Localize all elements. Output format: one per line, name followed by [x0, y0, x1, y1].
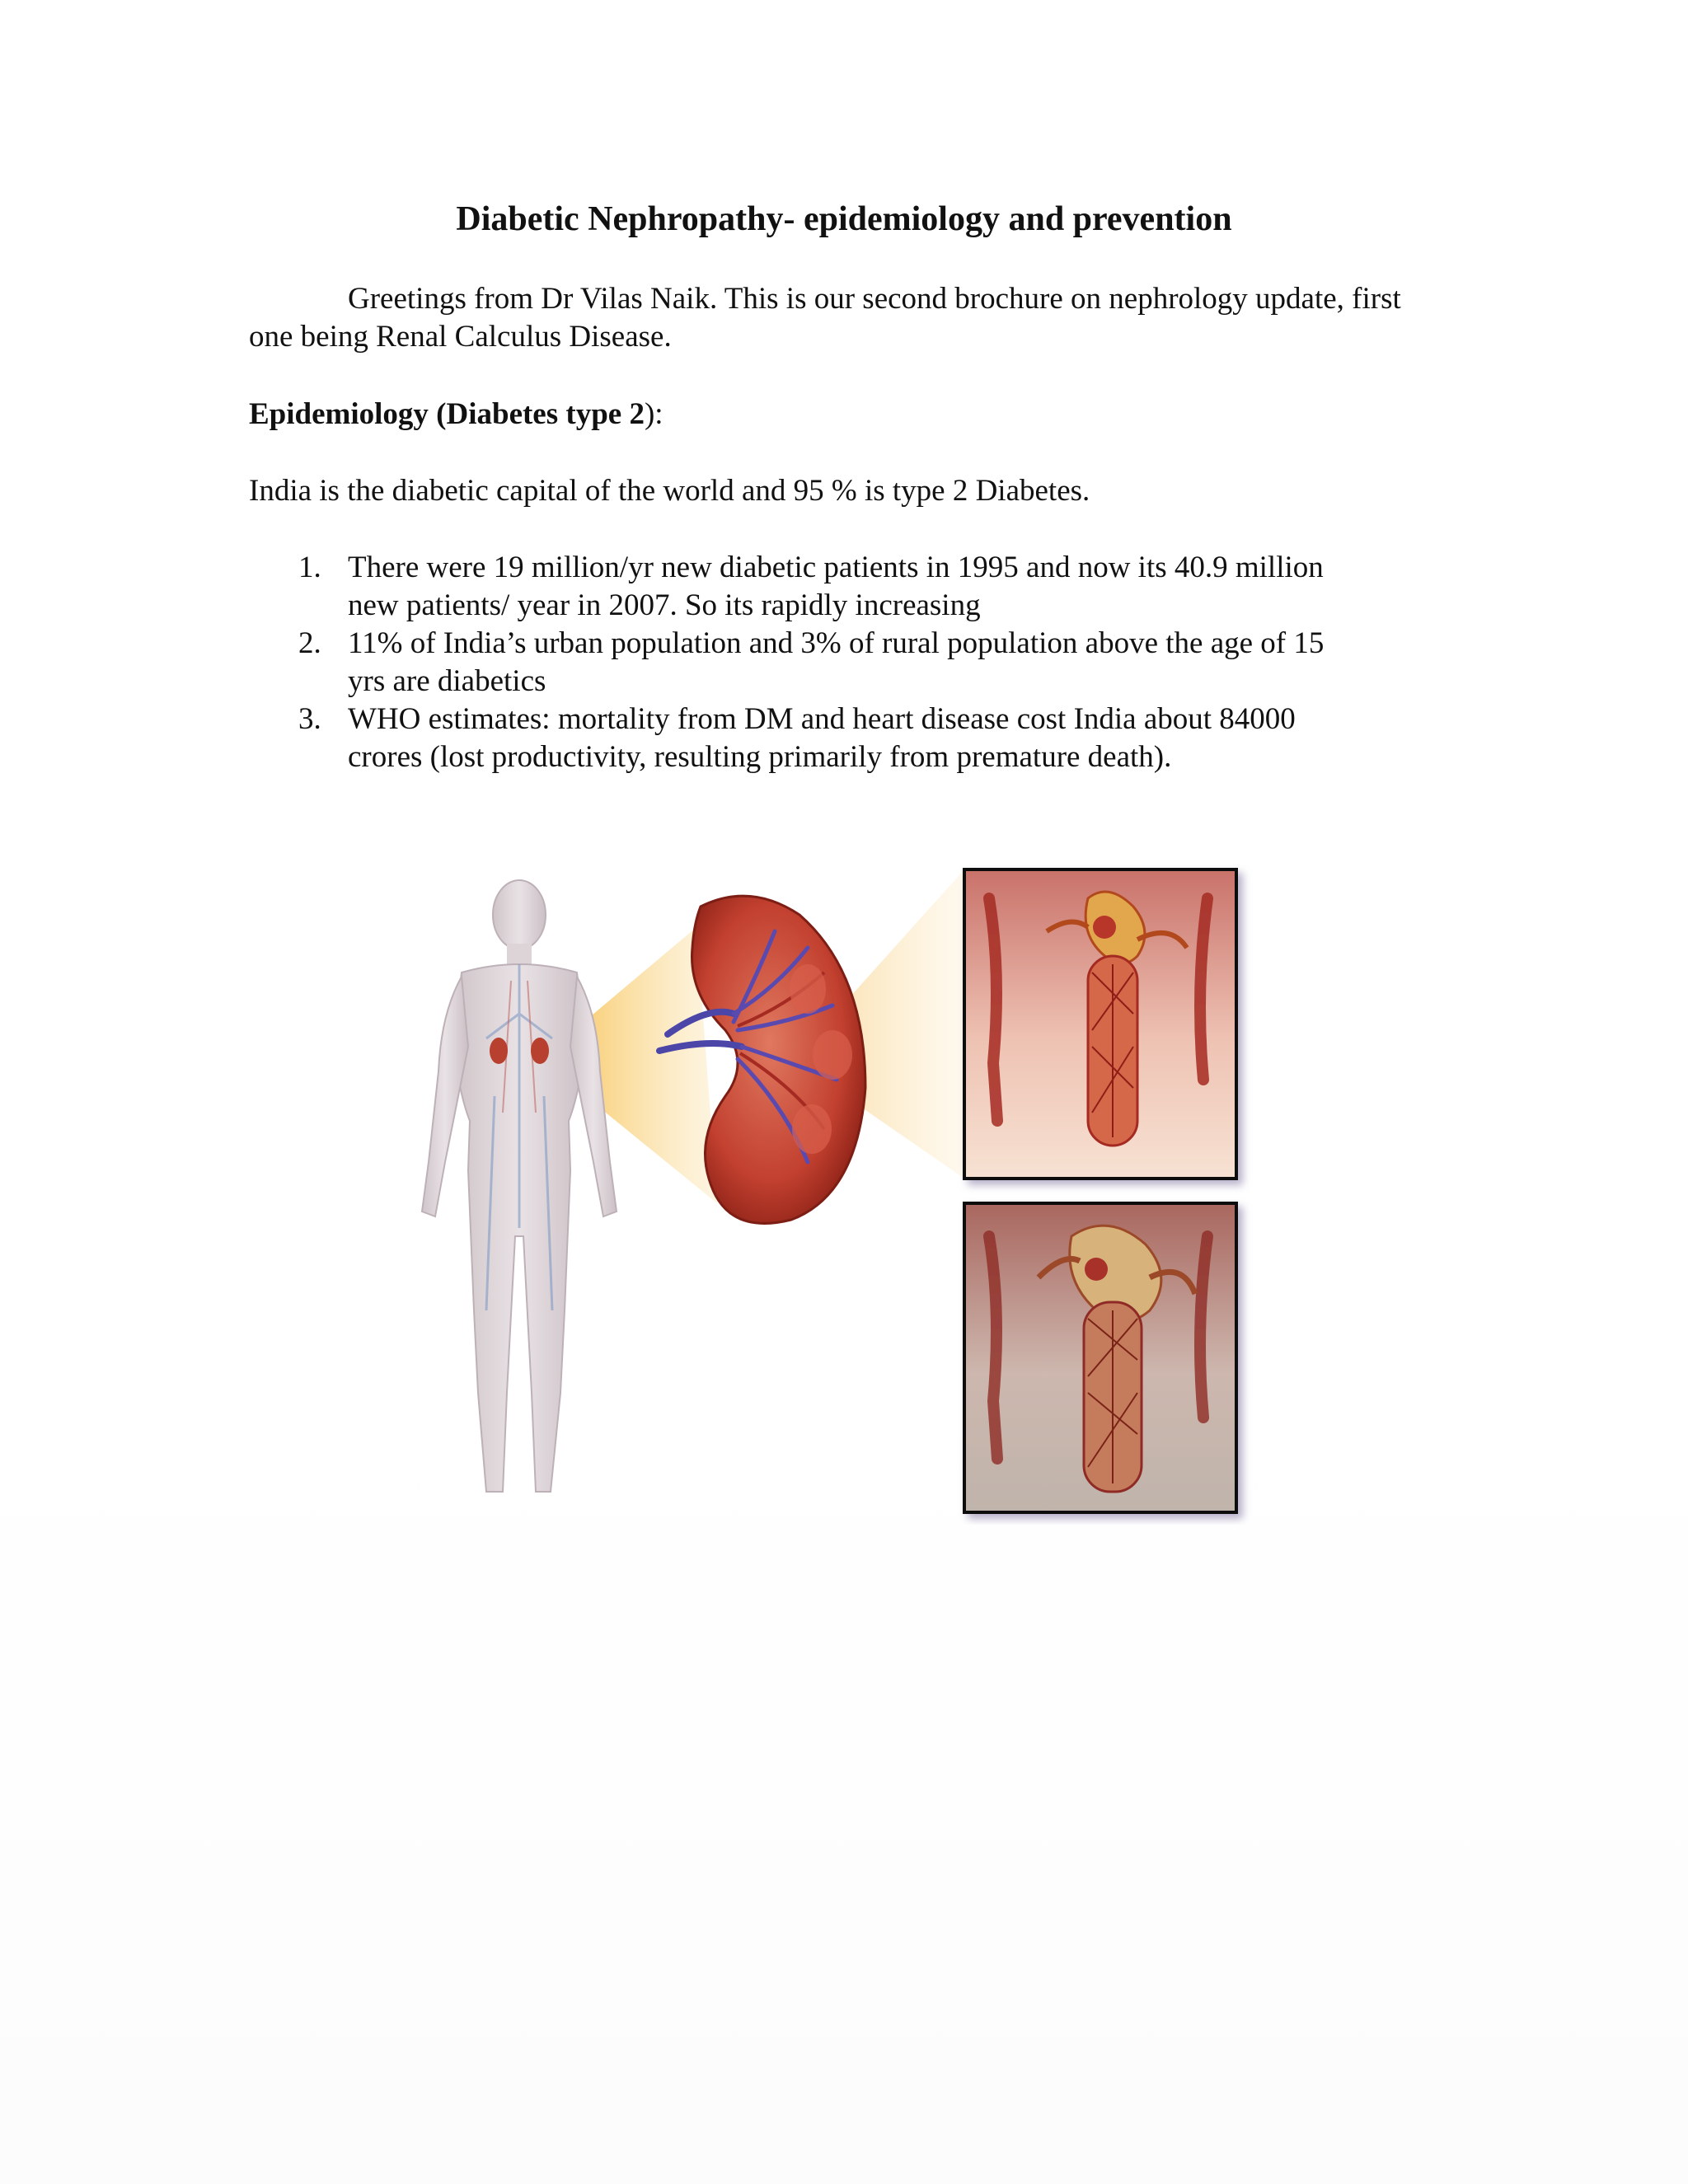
list-item — [249, 701, 1362, 776]
section-heading-bold: Epidemiology (Diabetes type 2 — [249, 397, 645, 431]
list-item-number: 1. — [298, 551, 321, 584]
intro-text: Greetings from Dr Vilas Naik. This is our second brochure on nephrology update, first one being Renal Calculus Disease. — [249, 282, 1401, 354]
list-item-text: There were 19 million/yr new diabetic patients in 1995 and now its 40.9 million new patients/ year in 2007. So its rapidly increasing — [348, 551, 1324, 622]
kidney-anatomy-illustration — [363, 849, 1253, 1525]
intro-paragraph — [249, 280, 1444, 356]
list-item — [249, 549, 1362, 625]
list-item-text: WHO estimates: mortality from DM and heart disease cost India about 84000 crores (lost productivity, resulting primarily from premature death). — [348, 702, 1296, 774]
epidemiology-facts-list — [249, 549, 1485, 776]
diabetic-nephron-panel — [964, 1203, 1236, 1512]
section-heading — [249, 396, 663, 434]
section-heading-tail: ): — [644, 397, 663, 431]
body-kidney-left — [490, 1038, 508, 1064]
capital-statement: India is the diabetic capital of the world and 95 % is type 2 Diabetes. — [249, 474, 1090, 508]
anatomy-figure — [363, 849, 1253, 1525]
document-title: Diabetic Nephropathy- epidemiology and prevention — [456, 200, 1232, 238]
body-kidney-right — [531, 1038, 549, 1064]
list-item-number: 3. — [298, 702, 321, 736]
list-item-number: 2. — [298, 626, 321, 660]
list-item-text: 11% of India’s urban population and 3% of rural population above the age of 15 yrs are diabetics — [348, 626, 1325, 698]
human-body — [422, 880, 617, 1492]
healthy-nephron-panel — [964, 869, 1236, 1179]
list-item — [249, 625, 1362, 701]
